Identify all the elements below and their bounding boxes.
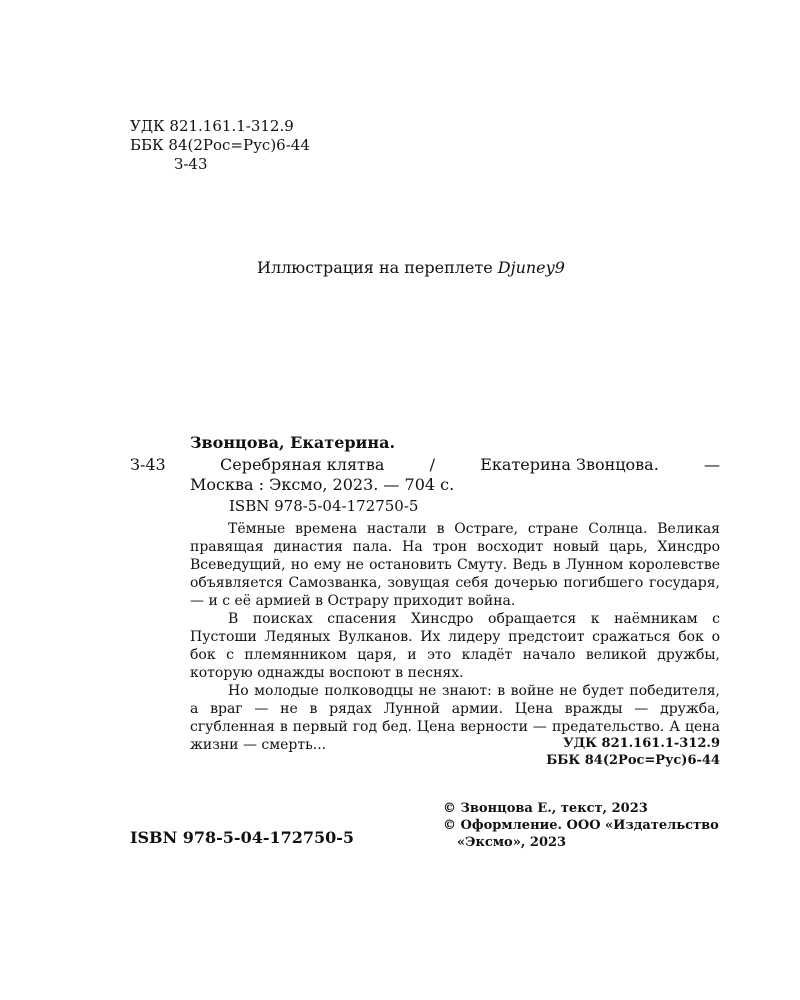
- bbk-code-right: ББК 84(2Рос=Рус)6-44: [546, 753, 720, 768]
- classification-codes-top: [130, 117, 310, 174]
- bibliographic-record: [190, 455, 720, 495]
- title-separator: /: [429, 455, 436, 474]
- annotation-paragraph: Тёмные времена настали в Острare, стране Солнца. Великая правящая династия пала. На трон восходит новый царь, Хинсдро Всеведущий, но ему не остановить Смуту. Ведь в Лунном королевстве объявляется Самозванка, зовущая себя дочерью погибшего государя, — и с её армией в Острару приходит война.: [190, 521, 720, 609]
- classification-codes-right: [400, 735, 720, 769]
- annotation-paragraph: Но молодые полководцы не знают: в войне не будет победителя, а враг — не в рядах Лунной армии. Цена вражды — дружба, сгубленная в первый год бед. Цена верности — предательство. А цена жизни — смерть...: [190, 683, 720, 753]
- copyright-design: © Оформление. ООО «Издательство: [443, 818, 719, 833]
- copyright-design-cont: «Эксмо», 2023: [457, 835, 567, 850]
- illustration-artist: Djuney9: [497, 258, 565, 277]
- title-dash: —: [704, 455, 720, 474]
- bbk-code: ББК 84(2Рос=Рус)6-44: [130, 136, 310, 154]
- author-sign: З-43: [174, 155, 208, 173]
- illustration-credit: [257, 258, 565, 278]
- udk-code-right: УДК 821.161.1-312.9: [563, 736, 720, 751]
- copyright-block: [443, 800, 743, 851]
- udk-code: УДК 821.161.1-312.9: [130, 117, 294, 135]
- annotation-paragraph: В поисках спасения Хинсдро обращается к наёмникам с Пустоши Ледяных Вулканов. Их лидеру предстоит сражаться бок о бок с племянником царя, и это кладёт начало великой дружбы, которую однажды воспоют в песнях.: [190, 611, 720, 681]
- imprint: Москва : Эксмо, 2023. — 704 с.: [190, 475, 455, 494]
- copyright-text: © Звонцова Е., текст, 2023: [443, 801, 648, 816]
- isbn-inline: ISBN 978-5-04-172750-5: [229, 497, 419, 515]
- isbn-bottom: ISBN 978-5-04-172750-5: [130, 828, 355, 847]
- illustration-label: Иллюстрация на переплете: [257, 258, 493, 277]
- author-heading: Звонцова, Екатерина.: [190, 433, 396, 452]
- author-sign-side: З-43: [130, 455, 166, 474]
- title-part1: Серебряная клятва: [220, 455, 385, 474]
- title-part2: Екатерина Звонцова.: [480, 455, 659, 474]
- annotation: [190, 520, 720, 754]
